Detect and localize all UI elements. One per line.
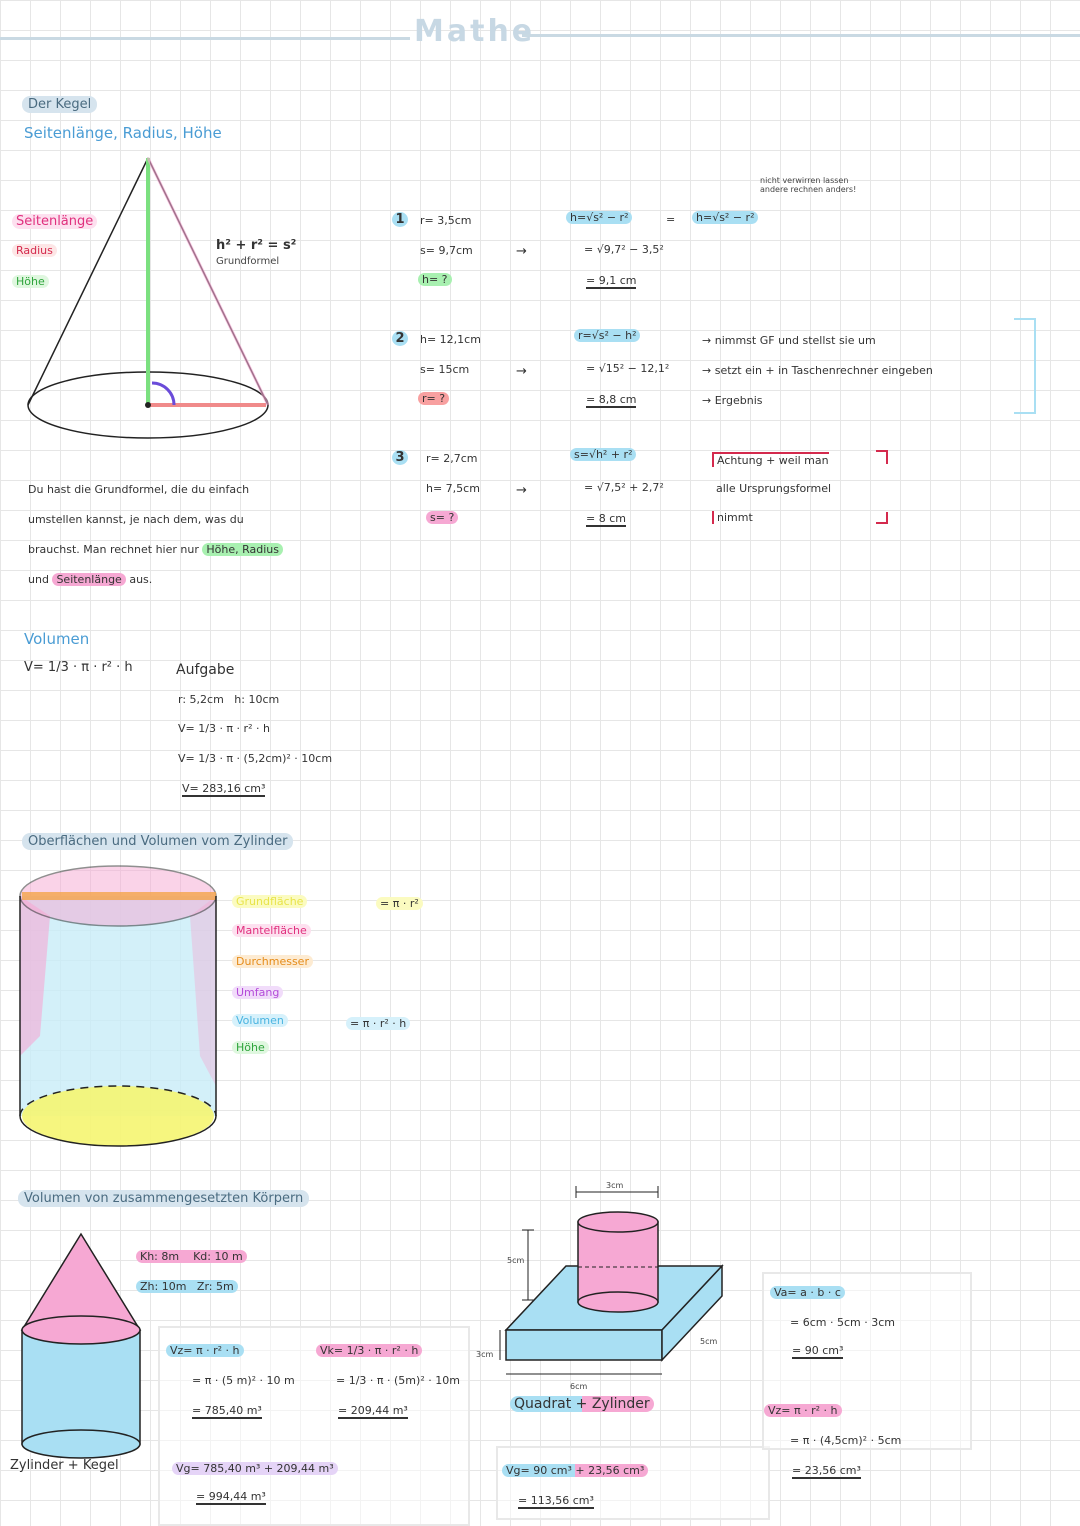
cone-drawing [0, 150, 300, 440]
vz-formula: Vz= π · r² · h [166, 1344, 244, 1357]
composite-caption2 [510, 1396, 654, 1412]
vg-formula: Vg= 785,40 m³ + 209,44 m³ [172, 1462, 338, 1475]
note3-line3: nimmt [712, 511, 753, 524]
ex1-equals: = [666, 213, 676, 226]
cyl-label-diameter: Durchmesser [232, 955, 313, 968]
note3-bracket-bottom [876, 512, 888, 524]
ex1-formula-alt: h=√s² − r² [692, 211, 758, 224]
ex3-formula: s=√h² + r² [570, 448, 636, 461]
vg2-formula: Vg= 90 cm³ + 23,56 cm³ [502, 1464, 648, 1477]
ex1-number: 1 [392, 212, 408, 227]
vq-result: = 90 cm³ [792, 1344, 844, 1357]
step-3-text: Ergebnis [714, 394, 763, 407]
ex1-arrow: → [516, 244, 527, 259]
ex2-given-h: h= 12,1cm [420, 333, 481, 346]
step-2: → setzt ein + in Taschenrechner eingeben [702, 364, 933, 377]
cylinder-header: Oberflächen und Volumen vom Zylinder [22, 833, 293, 850]
ex1-formula: h=√s² − r² [566, 211, 632, 224]
cylinder-drawing [10, 856, 230, 1156]
ex3-arrow: → [516, 483, 527, 498]
ex3-result: = 8 cm [586, 512, 626, 525]
dim-depth: 5cm [700, 1337, 718, 1346]
box-cylinder-drawing [490, 1190, 750, 1410]
desc-line3-text: brauchst. Man rechnet hier nur [28, 543, 199, 556]
task-line2: V= 1/3 · π · (5,2cm)² · 10cm [178, 752, 333, 765]
note3-line1: Achtung + weil man [712, 452, 829, 467]
ex2-number: 2 [392, 331, 408, 346]
desc-highlight-height-radius: Höhe, Radius [202, 543, 283, 556]
ex2-calc: = √15² − 12,1² [586, 362, 670, 375]
dim-side: 3cm [476, 1350, 494, 1359]
vk-formula: Vk= 1/3 · π · r² · h [316, 1344, 422, 1357]
vz2-formula: Vz= π · r² · h [764, 1404, 842, 1417]
step-1: → nimmst GF und stellst sie um [702, 334, 876, 347]
step-2-text: setzt ein + in Taschenrechner eingeben [714, 364, 933, 377]
ex1-question: h= ? [418, 273, 452, 286]
vg2-result: = 113,56 cm³ [518, 1494, 594, 1507]
ex2-result: = 8,8 cm [586, 393, 637, 406]
ex1-result: = 9,1 cm [586, 274, 637, 287]
cyl-label-base: Grundfläche [232, 895, 307, 908]
task-title: Aufgabe [176, 662, 235, 678]
label-height: Höhe [12, 275, 49, 288]
title-line-left [0, 37, 410, 40]
composite-caption1: Zylinder + Kegel [10, 1458, 119, 1473]
vg-line1 [172, 1462, 338, 1475]
volume-header: Volumen [24, 630, 90, 648]
desc-line4 [28, 573, 152, 586]
ex2-question: r= ? [418, 392, 449, 405]
vg2-line1 [502, 1464, 648, 1477]
desc-end: aus. [129, 573, 153, 586]
steps-bracket [1014, 318, 1036, 414]
cyl-formula-area: = π · r² [376, 897, 423, 910]
ex3-given-r: r= 2,7cm [426, 452, 478, 465]
cyl-label-circumference: Umfang [232, 986, 283, 999]
task-line1: V= 1/3 · π · r² · h [178, 722, 270, 735]
given-cone: Kh: 8m Kd: 10 m [136, 1250, 247, 1263]
vz2-line1 [764, 1404, 842, 1417]
ex3-given-h: h= 7,5cm [426, 482, 480, 495]
composite-caption2-text: Quadrat + Zylinder [510, 1396, 654, 1412]
vk-line1 [316, 1344, 422, 1357]
ex3-question: s= ? [426, 511, 458, 524]
composite-header: Volumen von zusammengesetzten Körpern [18, 1190, 309, 1207]
step-1-text: nimmst GF und stellst sie um [714, 334, 876, 347]
task-given: r: 5,2cm h: 10cm [178, 693, 280, 706]
ex1-given-r: r= 3,5cm [420, 214, 472, 227]
title-line-right [522, 34, 1080, 37]
vq-line1 [770, 1286, 845, 1299]
label-radius: Radius [12, 244, 57, 257]
cone-cylinder-drawing [0, 1230, 170, 1460]
cyl-label-height: Höhe [232, 1041, 269, 1054]
cyl-formula-volume: = π · r² · h [346, 1017, 410, 1030]
ex1-given-s: s= 9,7cm [420, 244, 473, 257]
vz2-result: = 23,56 cm³ [792, 1464, 861, 1477]
note3-line2: alle Ursprungsformel [716, 482, 832, 495]
desc-line2: umstellen kannst, je nach dem, was du [28, 513, 244, 526]
vz-line2: = π · (5 m)² · 10 m [192, 1374, 295, 1387]
dim-left: 5cm [507, 1256, 525, 1265]
ex3-calc: = √7,5² + 2,7² [584, 481, 664, 494]
desc-line3 [28, 543, 283, 556]
vz-line1 [166, 1344, 244, 1357]
desc-highlight-side: Seitenlänge [52, 573, 125, 586]
given-cylinder: Zh: 10m Zr: 5m [136, 1280, 238, 1293]
vk-result: = 209,44 m³ [338, 1404, 408, 1417]
ex2-given-s: s= 15cm [420, 363, 470, 376]
dim-top: 3cm [606, 1181, 624, 1190]
cyl-label-volume: Volumen [232, 1014, 288, 1027]
cone-header: Der Kegel [22, 96, 97, 113]
vz-result: = 785,40 m³ [192, 1404, 262, 1417]
cone-subtitle: Seitenlänge, Radius, Höhe [24, 124, 222, 142]
volume-formula: V= 1/3 · π · r² · h [24, 660, 133, 675]
cone-formula-label: Grundformel [216, 256, 280, 267]
vq-formula: Va= a · b · c [770, 1286, 845, 1299]
step-3: → Ergebnis [702, 394, 763, 407]
note-top: nicht verwirren lassen andere rechnen anders! [760, 176, 857, 194]
vk-line2: = 1/3 · π · (5m)² · 10m [336, 1374, 460, 1387]
cyl-label-lateral: Mantelfläche [232, 924, 311, 937]
ex2-arrow: → [516, 364, 527, 379]
cone-formula: h² + r² = s² [216, 238, 297, 253]
label-side: Seitenlänge [12, 214, 97, 229]
desc-and: und [28, 573, 49, 586]
ex2-formula: r=√s² − h² [574, 329, 640, 342]
page-title: Mathe [414, 14, 536, 49]
desc-line1: Du hast die Grundformel, die du einfach [28, 483, 250, 496]
ex1-calc: = √9,7² − 3,5² [584, 243, 664, 256]
dim-bottom: 6cm [570, 1382, 588, 1391]
vq-line2: = 6cm · 5cm · 3cm [790, 1316, 895, 1329]
note3-bracket-right [876, 450, 888, 464]
ex3-number: 3 [392, 450, 408, 465]
vz2-line2: = π · (4,5cm)² · 5cm [790, 1434, 902, 1447]
vg-result: = 994,44 m³ [196, 1490, 266, 1503]
task-result: V= 283,16 cm³ [182, 782, 266, 795]
